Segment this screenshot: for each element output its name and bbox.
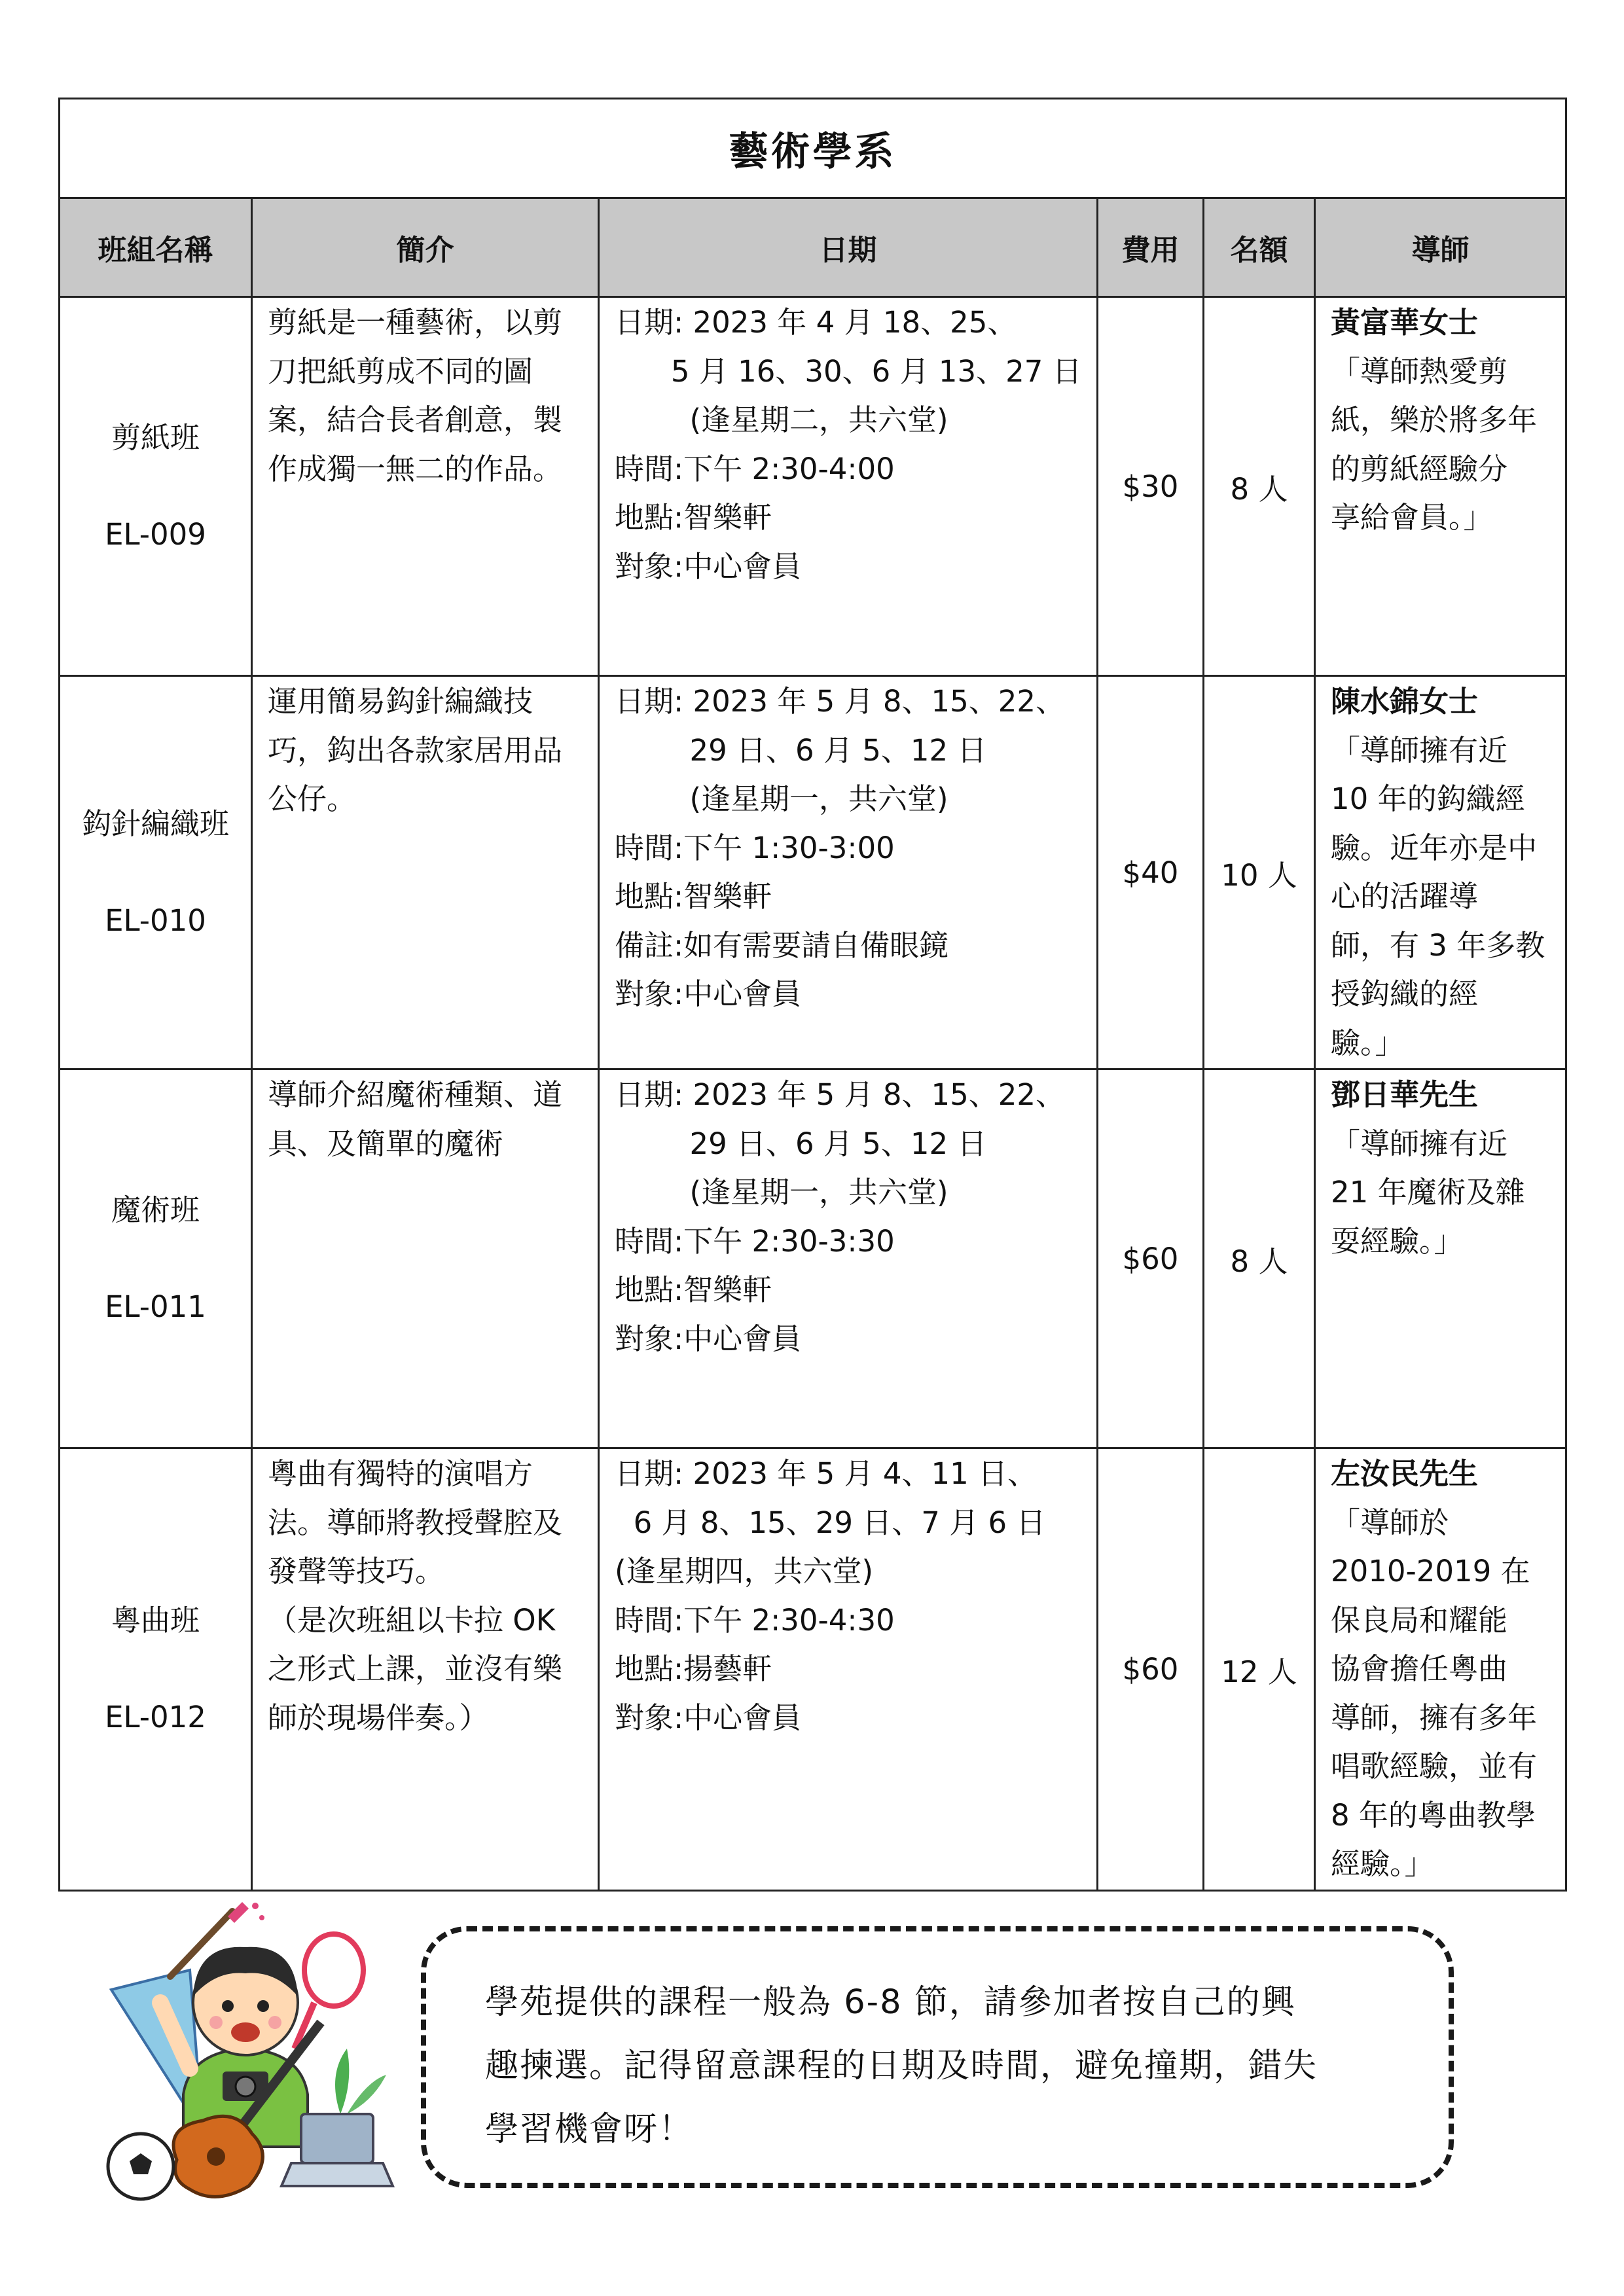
course-name-cell — [60, 676, 252, 1069]
notice-box — [421, 1926, 1454, 2188]
header-intro: 簡介 — [252, 198, 599, 297]
header-row — [60, 198, 1566, 297]
course-details: 日期: 2023 年 4 月 18、25、 5 月 16、30、6 月 13、27 日 (逢星期二，共六堂) 時間:下午 2:30-4:00 地點:智樂軒 對象:中心會員 — [615, 305, 1082, 584]
tutor-name: 陳水錦女士 — [1331, 684, 1479, 719]
header-fee: 費用 — [1098, 198, 1204, 297]
course-intro: 剪紙是一種藝術，以剪 刀把紙剪成不同的圖 案，結合長者創意，製 作成獨一無二的作品。 — [268, 305, 563, 486]
course-name: 魔術班 — [111, 1193, 200, 1227]
course-name-cell — [60, 297, 252, 676]
header-date: 日期 — [599, 198, 1098, 297]
table-row — [60, 297, 1566, 676]
course-name: 鈎針編織班 — [81, 806, 229, 841]
tutor-name: 黃富華女士 — [1331, 305, 1479, 340]
course-intro: 運用簡易鈎針編織技 巧，鈎出各款家居用品 公仔。 — [268, 684, 563, 816]
header-course-name: 班組名稱 — [60, 198, 252, 297]
course-quota: 12 人 — [1204, 1448, 1315, 1891]
course-quota: 8 人 — [1204, 297, 1315, 676]
course-quota: 10 人 — [1204, 676, 1315, 1069]
tutor-name: 左汝民先生 — [1331, 1456, 1479, 1491]
course-sheet — [58, 98, 1565, 1892]
course-name: 剪紙班 — [111, 420, 200, 455]
course-name-cell — [60, 1448, 252, 1891]
course-details: 日期: 2023 年 5 月 4、11 日、 6 月 8、15、29 日、7 月 6 日 (逢星期四，共六堂) 時間:下午 2:30-4:30 地點:揚藝軒 對象:中心會員 — [615, 1456, 1046, 1735]
course-details: 日期: 2023 年 5 月 8、15、22、 29 日、6 月 5、12 日 (逢星期一，共六堂) 時間:下午 1:30-3:00 地點:智樂軒 備註:如有需要請自備眼鏡 對象:中心會員 — [615, 684, 1065, 1011]
course-code: EL-012 — [105, 1700, 206, 1735]
course-code: EL-010 — [105, 903, 206, 938]
course-code: EL-009 — [105, 517, 206, 552]
course-code: EL-011 — [105, 1289, 206, 1324]
course-fee: $60 — [1098, 1069, 1204, 1448]
tutor-description: 「導師熱愛剪 紙，樂於將多年 的剪紙經驗分 享給會員。」 — [1331, 353, 1538, 535]
course-table — [58, 98, 1567, 1892]
course-intro: 粵曲有獨特的演唱方 法。導師將教授聲腔及 發聲等技巧。 （是次班組以卡拉 OK 之形式上課，並沒有樂 師於現場伴奏。） — [268, 1456, 563, 1735]
tutor-description: 「導師於 2010-2019 在 保良局和耀能 協會擔任粵曲 導師，擁有多年 唱歌經驗，並有 8 年的粵曲教學 經驗。」 — [1331, 1505, 1538, 1881]
table-row — [60, 1069, 1566, 1448]
table-row — [60, 1448, 1566, 1891]
hobbies-boy-illustration — [105, 1898, 399, 2206]
tutor-description: 「導師擁有近 10 年的鈎織經 驗。近年亦是中 心的活躍導 師，有 3 年多教 授鈎織的經 驗。」 — [1331, 732, 1545, 1060]
table-row — [60, 676, 1566, 1069]
course-name-cell — [60, 1069, 252, 1448]
course-fee: $40 — [1098, 676, 1204, 1069]
course-quota: 8 人 — [1204, 1069, 1315, 1448]
course-details: 日期: 2023 年 5 月 8、15、22、 29 日、6 月 5、12 日 (逢星期一，共六堂) 時間:下午 2:30-3:30 地點:智樂軒 對象:中心會員 — [615, 1077, 1065, 1356]
department-title: 藝術學系 — [60, 99, 1566, 198]
notice-text: 學苑提供的課程一般為 6-8 節，請參加者按自己的興 趣揀選。記得留意課程的日期及時間，避免撞期，錯失 學習機會呀！ — [485, 1983, 1318, 2149]
course-intro: 導師介紹魔術種類、道 具、及簡單的魔術 — [268, 1077, 563, 1161]
tutor-description: 「導師擁有近 21 年魔術及雜 耍經驗。」 — [1331, 1126, 1525, 1259]
course-fee: $30 — [1098, 297, 1204, 676]
header-tutor: 導師 — [1315, 198, 1566, 297]
tutor-name: 鄧日華先生 — [1331, 1077, 1479, 1112]
course-fee: $60 — [1098, 1448, 1204, 1891]
header-quota: 名額 — [1204, 198, 1315, 297]
course-name: 粵曲班 — [111, 1603, 200, 1638]
